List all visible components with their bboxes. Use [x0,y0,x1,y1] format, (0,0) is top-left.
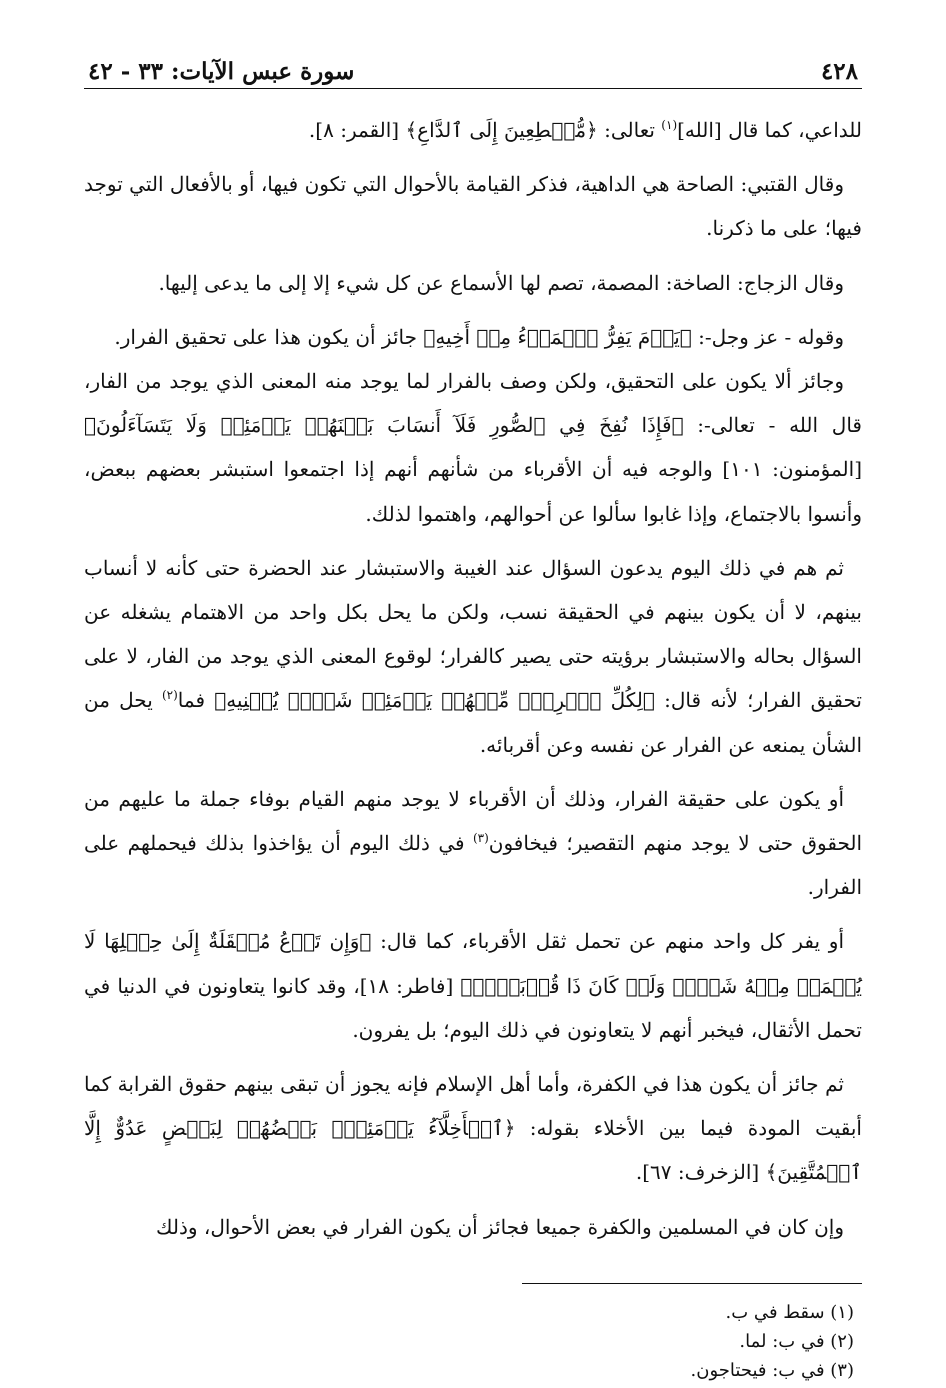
paragraph-4: وقوله - عز وجل-: ﴿يَوۡمَ يَفِرُّ ٱلۡمَرۡءُ مِنۡ أَخِيهِ﴾ جائز أن يكون هذا على تحقيق الفرار. [114,324,844,349]
paragraph-8: أو يفر كل واحد منهم عن تحمل ثقل الأقرباء، كما قال: ﴿وَإِن تَدۡعُ مُثۡقَلَةٌ إِلَىٰ حِمۡلِهَا لَا يُحۡمَلۡ مِنۡهُ شَيۡءٞ وَلَوۡ كَانَ ذَا قُرۡبَىٰٓۗ﴾ [فاطر: ١٨]، وقد كانوا يتعاونون في الدنيا في تحمل الأثقال، فيخبر أنهم لا يتعاونون في ذلك اليوم؛ بل يفرون. [84,929,862,1042]
header-divider [84,88,862,89]
footnote-ref-1: (١) [661,118,678,132]
paragraph-2: وقال القتبي: الصاحة هي الداهية، فذكر القيامة بالأحوال التي تكون فيها، أو بالأفعال التي توجد فيها؛ على ما ذكرنا. [84,172,862,241]
footnote-ref-2: (٢) [161,688,178,703]
footnote-3: (٣) في ب: فيحتاجون. [690,1359,854,1381]
footnote-2: (٢) في ب: لما. [739,1330,854,1352]
paragraph-1: للداعي، كما قال [الله]$^{(١)}$ تعالى: ﴿مُّهۡطِعِينَ إِلَى ٱلدَّاعِ﴾ [القمر: ٨]. [308,118,862,142]
paragraph-3: وقال الزجاج: الصاخة: المصمة، تصم لها الأسماع عن كل شيء إلا إلى ما يدعى إليها. [158,270,844,295]
footnotes [84,1298,854,1385]
paragraph-5: وجائز ألا يكون على التحقيق، ولكن وصف بالفرار لما يوجد منه المعنى الذي يوجد من الفار، قال الله - تعالى-: ﴿فَإِذَا نُفِخَ فِي ٱلصُّورِ فَلَآ أَنسَابَ بَيۡنَهُمۡ يَوۡمَئِذٖ وَلَا يَتَسَآءَلُونَ﴾ [المؤمنون: ١٠١] والوجه فيه أن الأقرباء من شأنهم أنهم إذا اجتمعوا استبشر بعضهم ببعض، وأنسوا بالاجتماع، وإذا غابوا سألوا عن أحوالهم، واهتموا لذلك. [84,369,863,526]
surah-title: سورة عبس الآيات: ٣٣ - ٤٢ [88,58,355,85]
paragraph-6: ثم هم في ذلك اليوم يدعون السؤال عند الغيبة والاستبشار عند الحضرة حتى كأنه لا أنساب بينهم، لا أن يكون بينهم في الحقيقة نسب، ولكن ما يحل بكل واحد من الاهتمام يشغله عن السؤال بحاله والاستبشار برؤيته حتى يصير كالفرار؛ لوقوع المعنى الذي يوجد من الفار، لا على تحقيق الفرار؛ لأنه قال: ﴿لِكُلِّ ٱمۡرِيٕٖ مِّنۡهُمۡ يَوۡمَئِذٖ شَأۡنٞ يُغۡنِيهِ﴾ فما$^{(٢)}$ يحل من الشأن يمنعه عن الفرار عن نفسه وعن أقربائه. [84,555,862,757]
running-header [84,52,862,88]
footnote-1: (١) سقط في ب. [725,1301,854,1323]
footnote-ref-3: (٣) [472,831,489,846]
page-number: ٤٢٨ [820,58,858,85]
book-page [84,52,862,1385]
paragraph-9: ثم جائز أن يكون هذا في الكفرة، وأما أهل الإسلام فإنه يجوز أن تبقى بينهم حقوق القرابة كما أبقيت المودة فيما بين الأخلاء بقوله: ﴿ٱلۡأَخِلَّآءُ يَوۡمَئِذِۭ بَعۡضُهُمۡ لِبَعۡضٍ عَدُوٌّ إِلَّا ٱلۡمُتَّقِينَ﴾ [الزخرف: ٦٧]. [84,1072,862,1185]
paragraph-10: وإن كان في المسلمين والكفرة جميعا فجائز أن يكون الفرار في بعض الأحوال، وذلك [156,1214,844,1239]
page-body [84,108,862,1249]
footnote-divider [522,1283,862,1284]
paragraph-7: أو يكون على حقيقة الفرار، وذلك أن الأقرباء لا يوجد منهم القيام بوفاء جملة ما عليهم من الحقوق حتى لا يوجد منهم التقصير؛ فيخافون$^{(٣)}$ في ذلك اليوم أن يؤاخذوا بذلك فيحملهم على الفرار. [84,786,862,900]
